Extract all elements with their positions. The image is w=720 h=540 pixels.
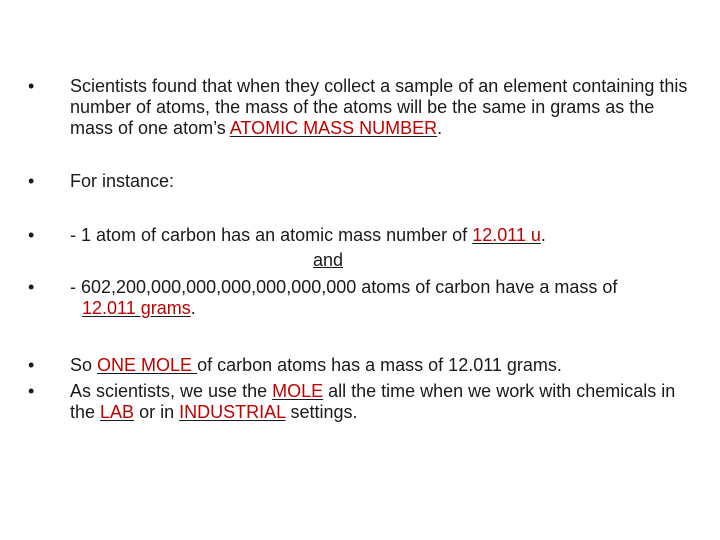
bullet-dot: • — [28, 171, 35, 191]
text-run: . — [540, 225, 546, 245]
bullet-dot: • — [28, 225, 35, 245]
text-run: Scientists found that when they collect a sample of an element containing this number of atoms, the mass of the atoms will be the same in grams as the mass of one atom’s — [70, 76, 688, 138]
text-run: - 602,200,000,000,000,000,000,000 atoms of carbon have a mass of — [70, 277, 618, 297]
bullet-4 — [28, 277, 698, 319]
text-run: . — [437, 118, 443, 138]
text-run: As scientists, we use the — [70, 381, 273, 401]
bullet-4-text — [70, 277, 698, 319]
text-run: all the time when we work with chemicals in the — [70, 381, 676, 422]
bullet-3-text — [70, 225, 698, 246]
text-run: of carbon atoms has a mass of 12.011 grams. — [197, 355, 562, 375]
highlight-industrial: INDUSTRIAL — [179, 402, 286, 422]
text-run: - 1 atom of carbon has an atomic mass number of — [70, 225, 473, 245]
bullet-1-text — [70, 76, 698, 139]
bullet-dot: • — [28, 277, 35, 297]
text-run: So — [70, 355, 98, 375]
bullet-6-text — [70, 381, 698, 423]
bullet-1 — [28, 76, 698, 139]
highlight-atomic-mass-number: ATOMIC MASS NUMBER — [229, 118, 438, 138]
text-run: or in — [134, 402, 180, 422]
text-run: . — [190, 298, 196, 318]
bullet-2 — [28, 171, 698, 192]
highlight-12-011-u: 12.011 u — [472, 225, 541, 245]
highlight-12-011-grams: 12.011 grams — [82, 298, 191, 318]
bullet-5-text — [70, 355, 698, 376]
bullet-6 — [28, 381, 698, 423]
highlight-one-mole: ONE MOLE — [97, 355, 198, 375]
text-run: settings. — [285, 402, 358, 422]
bullet-dot: • — [28, 355, 35, 375]
bullet-dot: • — [28, 381, 35, 401]
bullet-2-text: For instance: — [70, 171, 175, 191]
bullet-5 — [28, 355, 698, 376]
bullet-dot: • — [28, 76, 35, 96]
bullet-3 — [28, 225, 698, 246]
and-connector: and — [313, 250, 344, 270]
highlight-mole: MOLE — [272, 381, 324, 401]
highlight-lab: LAB — [100, 402, 135, 422]
